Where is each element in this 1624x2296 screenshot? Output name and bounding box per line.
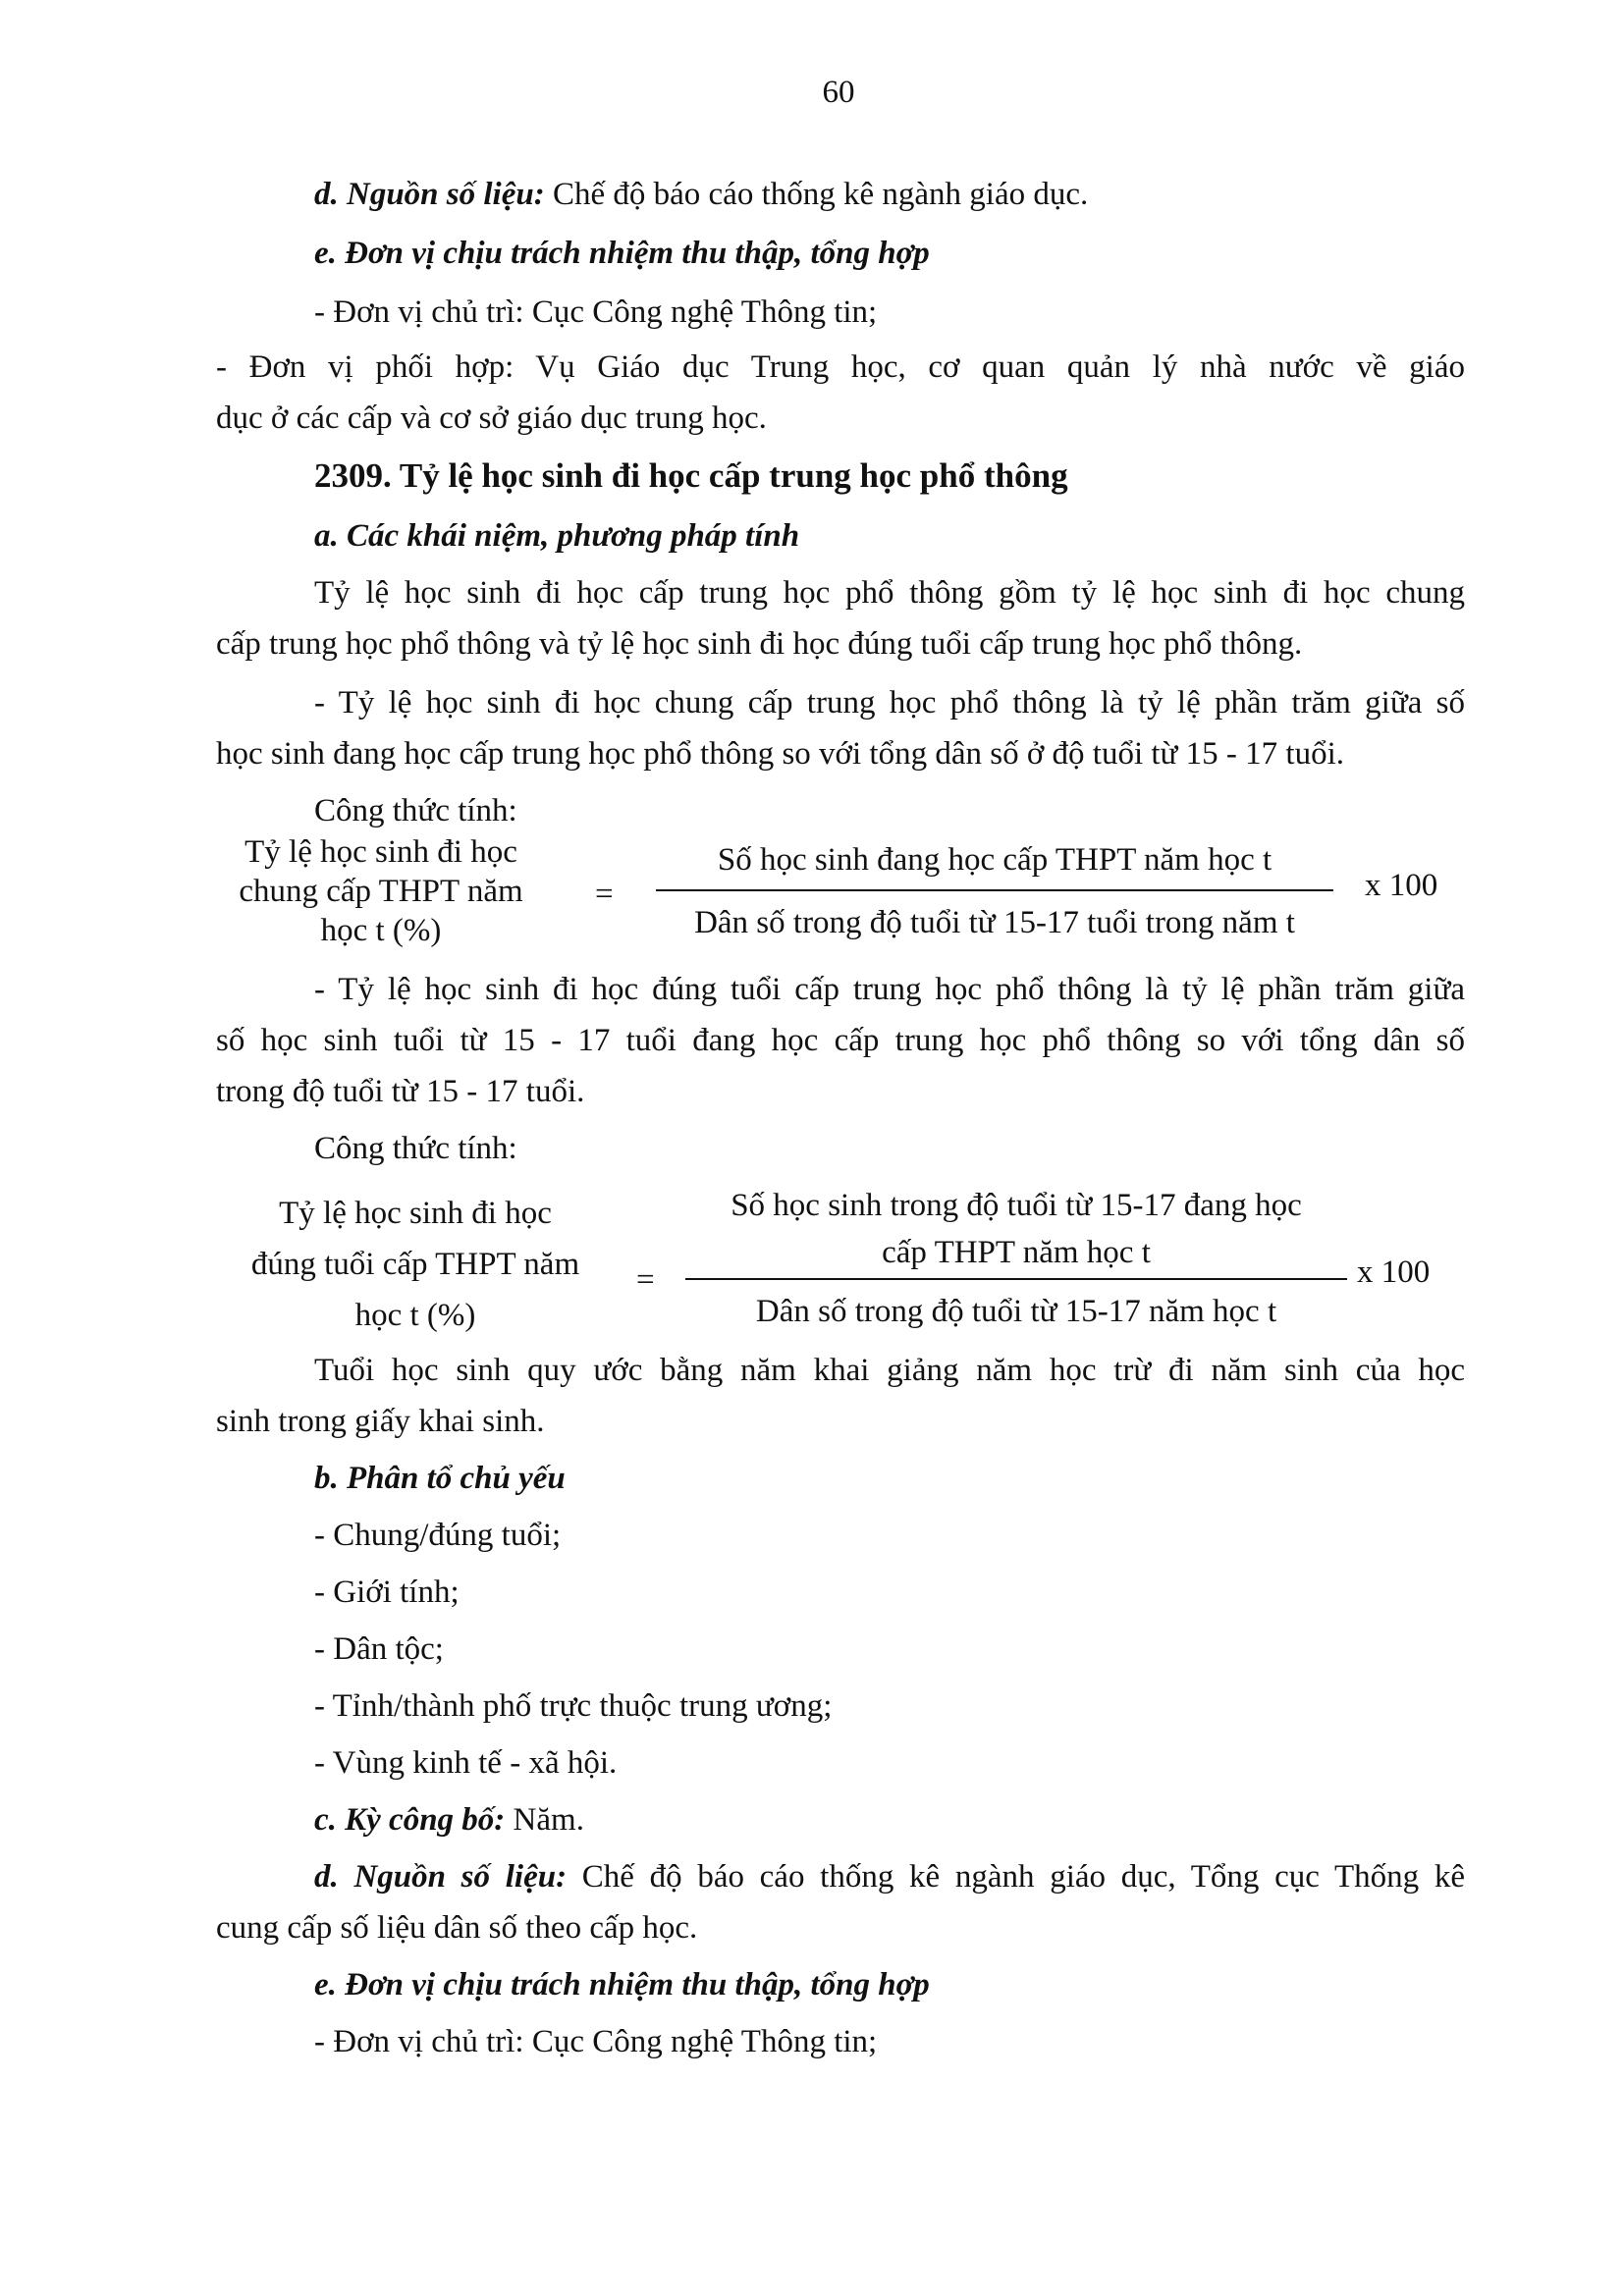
c-text: Năm. (505, 1802, 584, 1838)
formula1-equals: = (595, 877, 614, 912)
d-text-line2: cung cấp số liệu dân số theo cấp học. (216, 1910, 698, 1946)
p4-line2: sinh trong giấy khai sinh. (216, 1404, 545, 1439)
formula1-denominator: Dân số trong độ tuổi từ 15-17 tuổi trong năm t (694, 905, 1295, 940)
top-e-item2-line1: - Đơn vị phối hợp: Vụ Giáo dục Trung học, cơ quan quản lý nhà nước về giáo (216, 349, 1465, 385)
b-item-5: - Vùng kinh tế - xã hội. (314, 1745, 618, 1781)
p1-line2: cấp trung học phổ thông và tỷ lệ học sinh đi học đúng tuổi cấp trung học phổ thông. (216, 626, 1303, 662)
e-item-1: - Đơn vị chủ trì: Cục Công nghệ Thông tin; (314, 2024, 878, 2059)
formula2-lhs-line1: Tỷ lệ học sinh đi học (279, 1196, 552, 1231)
p2-line1: - Tỷ lệ học sinh đi học chung cấp trung học phổ thông là tỷ lệ phần trăm giữa số (314, 685, 1465, 721)
d-line1 (314, 1859, 1465, 1896)
d-text-line1: Chế độ báo cáo thống kê ngành giáo dục, Tổng cục Thống kê (567, 1859, 1465, 1895)
formula2-multiplier: x 100 (1357, 1255, 1431, 1290)
formula-label-2: Công thức tính: (314, 1131, 517, 1166)
page-number: 60 (822, 75, 855, 110)
c-label: c. Kỳ công bố: (314, 1802, 506, 1838)
e-label: e. Đơn vị chịu trách nhiệm thu thập, tổng hợp (314, 1967, 930, 2002)
p4-line1: Tuổi học sinh quy ước bằng năm khai giảng năm học trừ đi năm sinh của học (314, 1353, 1465, 1388)
b-item-2: - Giới tính; (314, 1575, 460, 1610)
p3-line1: - Tỷ lệ học sinh đi học đúng tuổi cấp trung học phổ thông là tỷ lệ phần trăm giữa (314, 972, 1465, 1007)
formula2-numerator-line1: Số học sinh trong độ tuổi từ 15-17 đang học (731, 1188, 1302, 1223)
formula-label-1: Công thức tính: (314, 793, 517, 828)
formula1-lhs-line3: học t (%) (320, 913, 442, 948)
section-title: 2309. Tỷ lệ học sinh đi học cấp trung học phổ thông (314, 456, 1068, 495)
top-e-item1: - Đơn vị chủ trì: Cục Công nghệ Thông tin; (314, 294, 878, 330)
formula2-numerator-line2: cấp THPT năm học t (882, 1235, 1151, 1270)
c-line (314, 1802, 584, 1839)
top-e-label: e. Đơn vị chịu trách nhiệm thu thập, tổng hợp (314, 236, 930, 271)
formula2-lhs-line3: học t (%) (354, 1298, 476, 1333)
formula1-fraction-bar (656, 889, 1333, 891)
top-d-text: Chế độ báo cáo thống kê ngành giáo dục. (544, 177, 1089, 212)
formula1-multiplier: x 100 (1365, 868, 1438, 903)
top-e-item2-line2: dục ở các cấp và cơ sở giáo dục trung học. (216, 400, 767, 436)
b-item-3: - Dân tộc; (314, 1631, 444, 1667)
formula2-lhs (224, 1188, 607, 1341)
formula2-fraction-bar (685, 1278, 1347, 1280)
formula1-lhs (214, 832, 548, 950)
d-label: d. Nguồn số liệu: (314, 1859, 568, 1895)
p2-line2: học sinh đang học cấp trung học phổ thông so với tổng dân số ở độ tuổi từ 15 - 17 tuổi. (216, 736, 1345, 772)
p3-line3: trong độ tuổi từ 15 - 17 tuổi. (216, 1074, 585, 1109)
b-label: b. Phân tổ chủ yếu (314, 1461, 566, 1496)
formula1-lhs-line2: chung cấp THPT năm (239, 874, 523, 909)
formula2-lhs-line2: đúng tuổi cấp THPT năm (250, 1247, 580, 1282)
p3-line2: số học sinh tuổi từ 15 - 17 tuổi đang học cấp trung học phổ thông so với tổng dân số (216, 1023, 1465, 1058)
formula1-lhs-line1: Tỷ lệ học sinh đi học (244, 834, 517, 870)
top-d-label: d. Nguồn số liệu: (314, 177, 545, 212)
b-item-1: - Chung/đúng tuổi; (314, 1518, 562, 1553)
p1-line1: Tỷ lệ học sinh đi học cấp trung học phổ thông gồm tỷ lệ học sinh đi học chung (314, 575, 1465, 611)
formula1-numerator: Số học sinh đang học cấp THPT năm học t (717, 842, 1272, 878)
b-item-4: - Tỉnh/thành phố trực thuộc trung ương; (314, 1688, 833, 1724)
formula2-equals: = (636, 1262, 655, 1298)
formula2-denominator: Dân số trong độ tuổi từ 15-17 năm học t (755, 1294, 1277, 1329)
top-d-line (314, 177, 1088, 213)
a-label: a. Các khái niệm, phương pháp tính (314, 518, 800, 554)
